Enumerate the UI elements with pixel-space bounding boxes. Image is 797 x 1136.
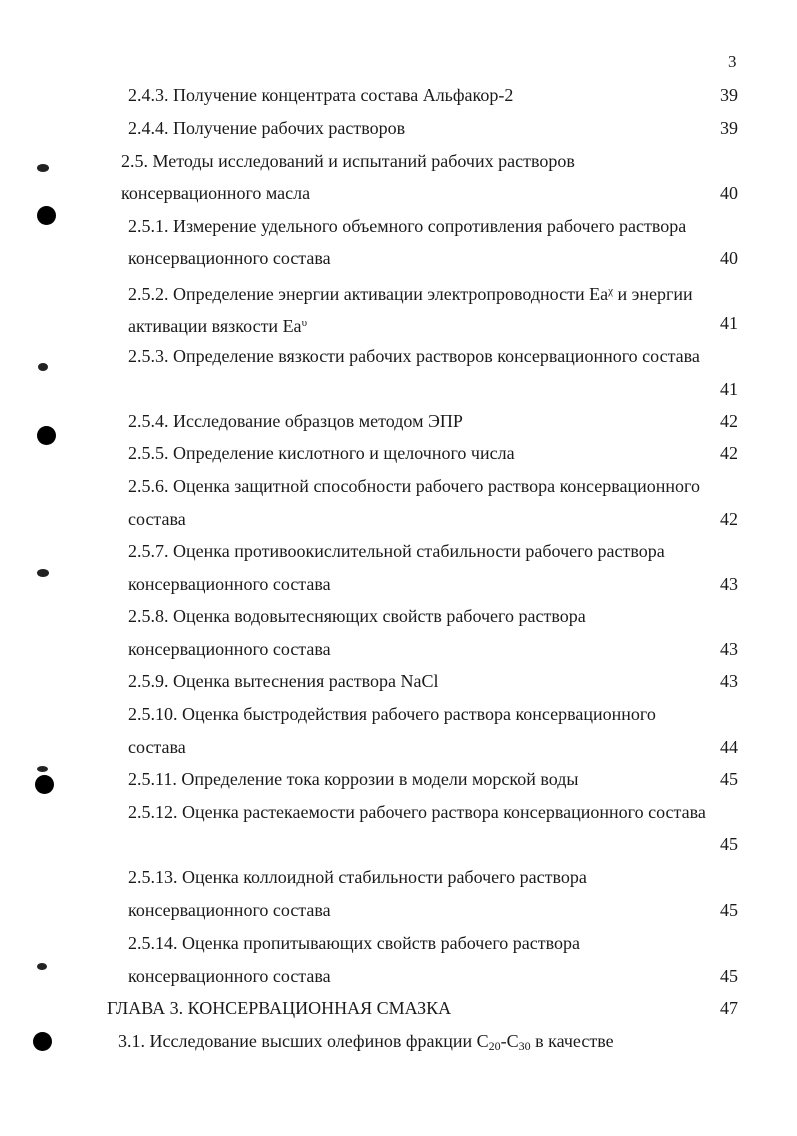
toc-entry-page: 43 [720,671,738,691]
toc-text-part: активации вязкости Ea [128,316,302,336]
toc-entry-page: 42 [720,509,738,529]
toc-entry-text: 2.5.13. Оценка коллоидной стабильности рабочего раствора [128,867,587,887]
toc-entry-page: 39 [720,85,738,105]
toc-entry-text: 2.5.6. Оценка защитной способности рабочего раствора консервационного [128,476,700,496]
superscript: χ [608,285,613,297]
toc-entry-text-cont: консервационного состава [128,966,331,986]
toc-entry-text-cont [128,312,307,337]
toc-entry-page: 40 [720,248,738,268]
subscript: 20 [488,1039,501,1053]
scan-speck [37,963,47,970]
toc-entry-text: 2.5. Методы исследований и испытаний рабочих растворов [121,151,575,171]
toc-entry-text [118,1030,614,1057]
scan-speck [37,164,49,172]
scan-speck [38,363,48,371]
toc-entry-page: 40 [720,183,738,203]
toc-entry-page: 43 [720,639,738,659]
toc-entry-text: 2.4.4. Получение рабочих растворов [128,118,406,138]
toc-entry-text-cont: консервационного состава [128,900,331,920]
toc-text-part: -С [500,1031,519,1051]
subscript: 30 [518,1039,531,1053]
page-number: 3 [728,52,737,71]
toc-entry-text: 2.5.12. Оценка растекаемости рабочего раствора консервационного состава [128,802,706,822]
toc-entry-text-cont: консервационного состава [128,639,331,659]
punch-hole [33,1032,52,1051]
toc-entry-page: 45 [720,900,738,920]
toc-entry-page: 41 [720,313,738,333]
toc-text-part: 3.1. Исследование высших олефинов фракции С [118,1031,489,1051]
toc-entry-text: 2.5.3. Определение вязкости рабочих растворов консервационного состава [128,346,700,366]
toc-entry-page: 42 [720,443,738,463]
toc-entry-text: 2.5.8. Оценка водовытесняющих свойств рабочего раствора [128,606,586,626]
toc-entry-page: 43 [720,574,738,594]
punch-hole [37,206,56,225]
toc-entry-text: 2.5.9. Оценка вытеснения раствора NaCl [128,671,439,691]
toc-text-part: 2.5.2. Определение энергии активации электропроводности Ea [128,284,609,304]
toc-entry-text-cont: состава [128,509,186,529]
toc-entry-text: 2.5.5. Определение кислотного и щелочного числа [128,443,515,463]
toc-entry-page: 41 [720,379,738,399]
toc-entry-text-cont: консервационного состава [128,248,331,268]
punch-hole [35,775,54,794]
toc-entry-page: 45 [720,769,738,789]
superscript: υ [301,317,308,329]
toc-entry-text: 2.5.10. Оценка быстродействия рабочего раствора консервационного [128,704,656,724]
toc-entry-page: 39 [720,118,738,138]
toc-entry-page: 47 [720,998,738,1018]
toc-entry-text-cont: состава [128,737,186,757]
toc-text-part: в качестве [530,1031,614,1051]
toc-entry-text: 2.4.3. Получение концентрата состава Альфакор-2 [128,85,514,105]
chapter-heading: ГЛАВА 3. КОНСЕРВАЦИОННАЯ СМАЗКА [107,998,452,1018]
toc-entry-page: 45 [720,966,738,986]
toc-entry-page: 42 [720,411,738,431]
toc-entry-page: 44 [720,737,738,757]
toc-entry-text: 2.5.14. Оценка пропитывающих свойств рабочего раствора [128,933,580,953]
scan-speck [37,766,48,772]
toc-entry-text-cont: консервационного масла [121,183,311,203]
toc-entry-page: 45 [720,834,738,854]
toc-entry-text: 2.5.1. Измерение удельного объемного сопротивления рабочего раствора [128,216,687,236]
toc-text-part: и энергии [612,284,693,304]
toc-entry-text-cont: консервационного состава [128,574,331,594]
scan-speck [37,569,49,577]
punch-hole [37,426,56,445]
toc-entry-text: 2.5.4. Исследование образцов методом ЭПР [128,411,463,431]
toc-entry-text: 2.5.7. Оценка противоокислительной стабильности рабочего раствора [128,541,665,561]
toc-entry-text [128,280,693,305]
toc-entry-text: 2.5.11. Определение тока коррозии в модели морской воды [128,769,579,789]
